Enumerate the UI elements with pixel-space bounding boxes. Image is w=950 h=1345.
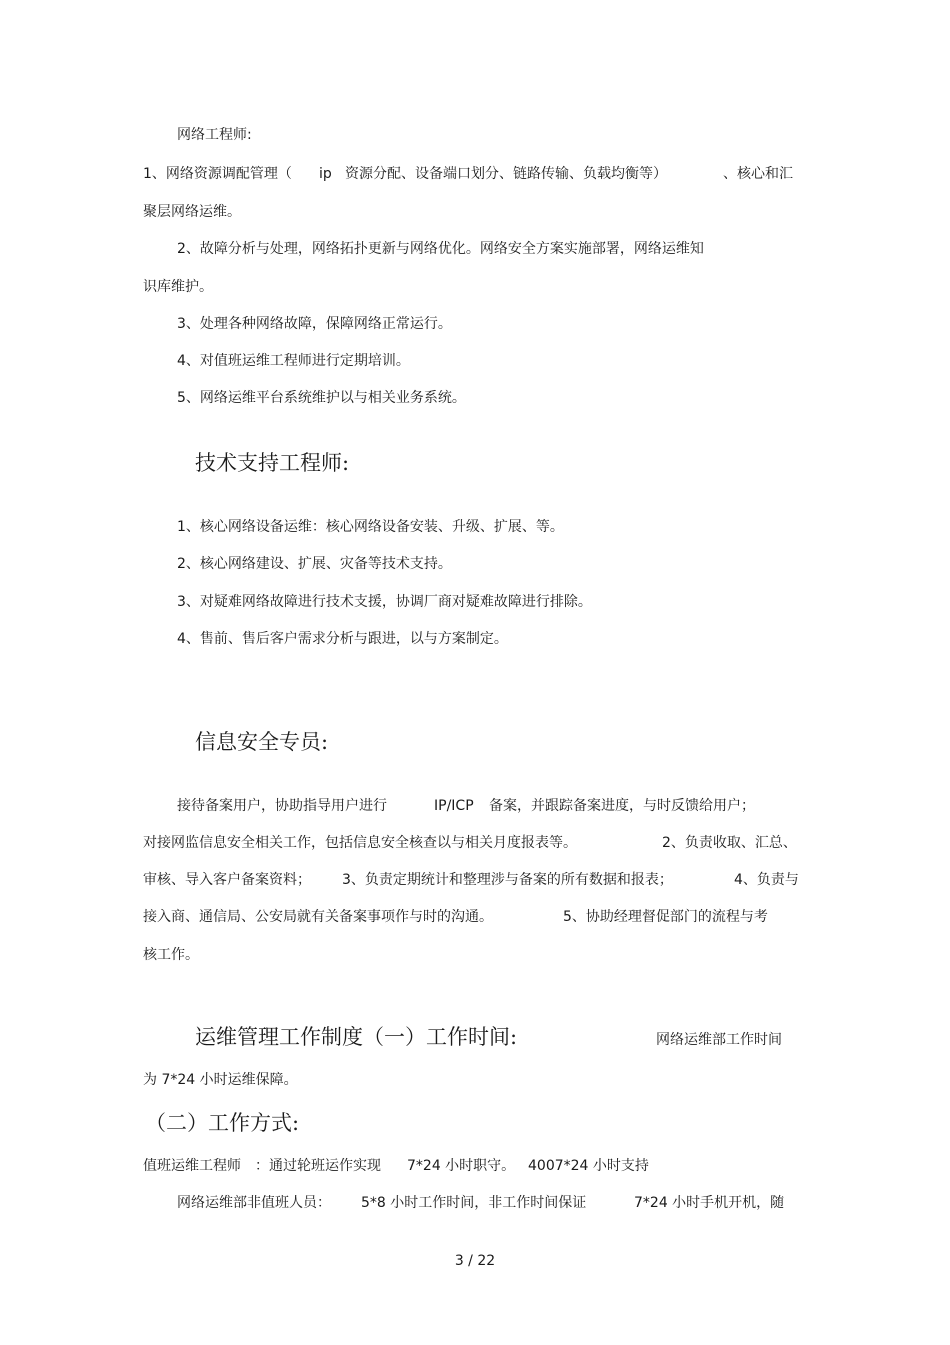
tech-support-item-3: 3、对疑难网络故障进行技术支援，协调厂商对疑难故障进行排除。 [177, 594, 592, 610]
section-title-security: 信息安全专员: [195, 730, 329, 754]
security-line-4: 接入商、通信局、公安局就有关备案事项作与时的沟通。 5、协助经理督促部门的流程与考 [143, 909, 768, 925]
security-line-3: 审核、导入客户备案资料； 3、负责定期统计和整理涉与备案的所有数据和报表； 4、负责与 [143, 872, 799, 888]
management-line-3: 网络运维部非值班人员： 5*8 小时工作时间，非工作时间保证 7*24 小时手机开机，随 [177, 1195, 785, 1211]
network-engineer-item-5: 5、网络运维平台系统维护以与相关业务系统。 [177, 390, 466, 406]
management-line-2: 值班运维工程师 ：通过轮班运作实现 7*24 小时职守。 4007*24 小时支持 [143, 1158, 649, 1174]
network-engineer-item-2: 2、故障分析与处理，网络拓扑更新与网络优化。网络安全方案实施部署，网络运维知 [177, 241, 704, 257]
page-number: 3 / 22 [454, 1253, 496, 1269]
network-engineer-item-1-cont: 聚层网络运维。 [143, 204, 241, 220]
section-title-management: 运维管理工作制度（一）工作时间: [195, 1025, 518, 1049]
section-title-network-engineer: 网络工程师: [177, 127, 252, 143]
tech-support-item-2: 2、核心网络建设、扩展、灾备等技术支持。 [177, 556, 452, 572]
section-subtitle-work-mode: （二）工作方式: [145, 1111, 300, 1135]
section-title-tech-support: 技术支持工程师: [195, 451, 350, 475]
tech-support-item-1: 1、核心网络设备运维：核心网络设备安装、升级、扩展、等。 [177, 519, 564, 535]
security-line-1: 接待备案用户，协助指导用户进行 IP/ICP 备案，并跟踪备案进度，与时反馈给用户； [177, 798, 755, 814]
network-engineer-item-3: 3、处理各种网络故障，保障网络正常运行。 [177, 316, 452, 332]
network-engineer-item-1: 1、网络资源调配管理（ ip 资源分配、设备端口划分、链路传输、负载均衡等） 、核心和汇 [143, 166, 793, 182]
security-line-2: 对接网监信息安全相关工作，包括信息安全核查以与相关月度报表等。 2、负责收取、汇总、 [143, 835, 797, 851]
tech-support-item-4: 4、售前、售后客户需求分析与跟进，以与方案制定。 [177, 631, 508, 647]
management-line-1: 为 7*24 小时运维保障。 [143, 1072, 298, 1088]
network-engineer-item-4: 4、对值班运维工程师进行定期培训。 [177, 353, 410, 369]
management-title-tail: 网络运维部工作时间 [656, 1032, 782, 1048]
security-line-5: 核工作。 [143, 947, 199, 963]
network-engineer-item-2-cont: 识库维护。 [143, 279, 213, 295]
